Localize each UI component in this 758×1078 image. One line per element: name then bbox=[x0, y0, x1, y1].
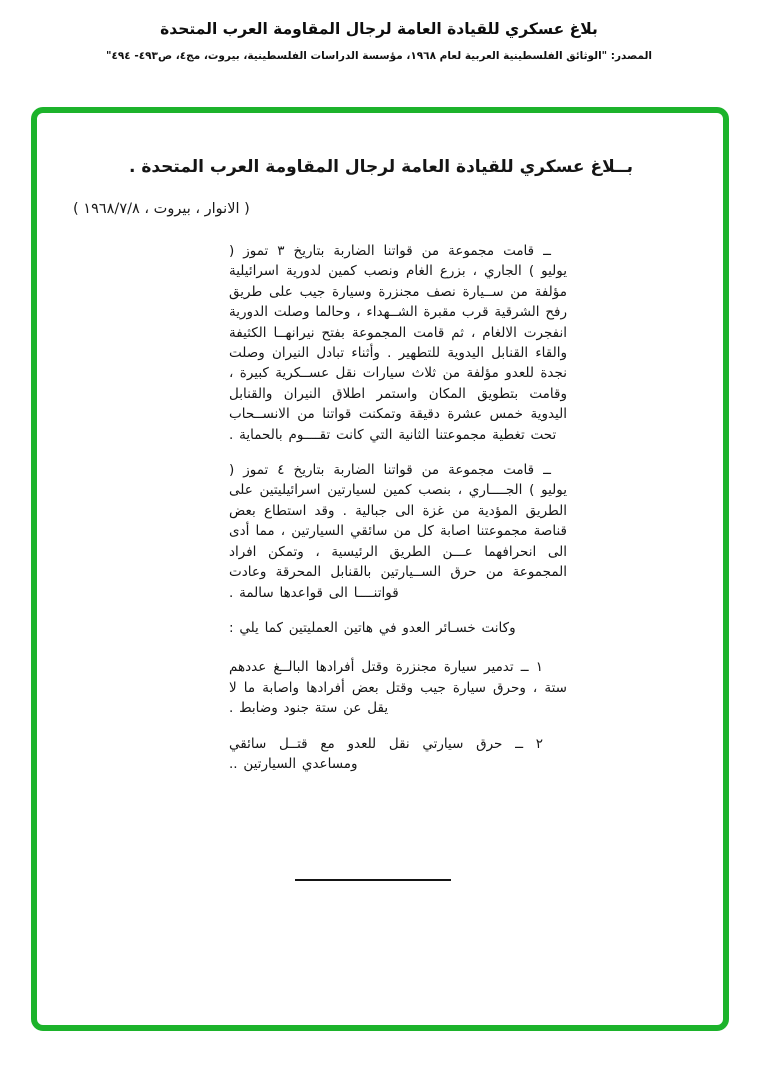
bottom-divider-rule bbox=[295, 879, 451, 881]
paragraph-losses-intro: وكانت خسـائر العدو في هاتين العمليتين كما يلي : bbox=[229, 619, 516, 636]
paragraph-operation-2: ــ قامت مجموعة من قواتنا الضاربة بتاريخ ٤ تموز ( يوليو ) الجــــاري ، بنصب كمين لسيارتين اسرائيليتين على الطريق المؤدية من غزة الى جبالية . وقد استطاع بعض قناصة مجموعتنا اصابة كل من سائقي السيارتين ، مما أدى الى انحرافهما عـــن الطريق الرئيسية ، وتمكن افراد المجموعة من حرق الســيارتين بالقنابل المحرقة وعادت قواتنــــا الى قواعدها سالمة . bbox=[229, 462, 567, 601]
document-dateline: ( الانوار ، بيروت ، ١٩٦٨/٧/٨ ) bbox=[73, 201, 250, 217]
page-header-source: المصدر: "الوثائق الفلسطينية العربية لعام ١٩٦٨، مؤسسة الدراسات الفلسطينية، بيروت، مج٤، ص٤٩٣- ٤٩٤" bbox=[105, 50, 653, 62]
paragraph-loss-item-1: ١ ــ تدمير سيارة مجنزرة وقتل أفرادها البالــغ عددهم ستة ، وحرق سيارة جيب وقتل بعض أفرادها واصابة ما لا يقل عن ستة جنود وضابط . bbox=[229, 659, 567, 717]
paragraph-loss-item-2: ٢ ــ حرق سيارتي نقل للعدو مع قتــل سائقي ومساعدي السيارتين .. bbox=[229, 735, 543, 772]
paragraph-operation-1: ــ قامت مجموعة من قواتنا الضاربة بتاريخ ٣ تموز ( يوليو ) الجاري ، بزرع الغام ونصب كمين لدورية اسرائيلية مؤلفة من ســيارة نصف مجنزرة وسيارة جيب على طريق رفح الشرقية قرب مقبرة الشــهداء ، وحالما وصلت الدورية انفجرت الالغام ، ثم قامت المجموعة بفتح نيرانهــا الكثيفة والقاء القنابل اليدوية للتطهير . وأثناء تبادل النيران وصلت نجدة للعدو مؤلفة من ثلاث سيارات نقل عســكرية كبيرة ، وقامت بتطويق المكان واستمر اطلاق النيران والقنابل اليدوية خمس عشرة دقيقة وتمكنت قواتنا من الانســحاب تحت تغطية مجموعتنا الثانية التي كانت تقــــوم بالحماية . bbox=[229, 243, 567, 443]
document-title: بــلاغ عسكري للقيادة العامة لرجال المقاومة العرب المتحدة . bbox=[128, 157, 633, 177]
page-header-title: بلاغ عسكري للقيادة العامة لرجال المقاومة العرب المتحدة bbox=[160, 20, 598, 38]
document-body bbox=[229, 241, 567, 789]
